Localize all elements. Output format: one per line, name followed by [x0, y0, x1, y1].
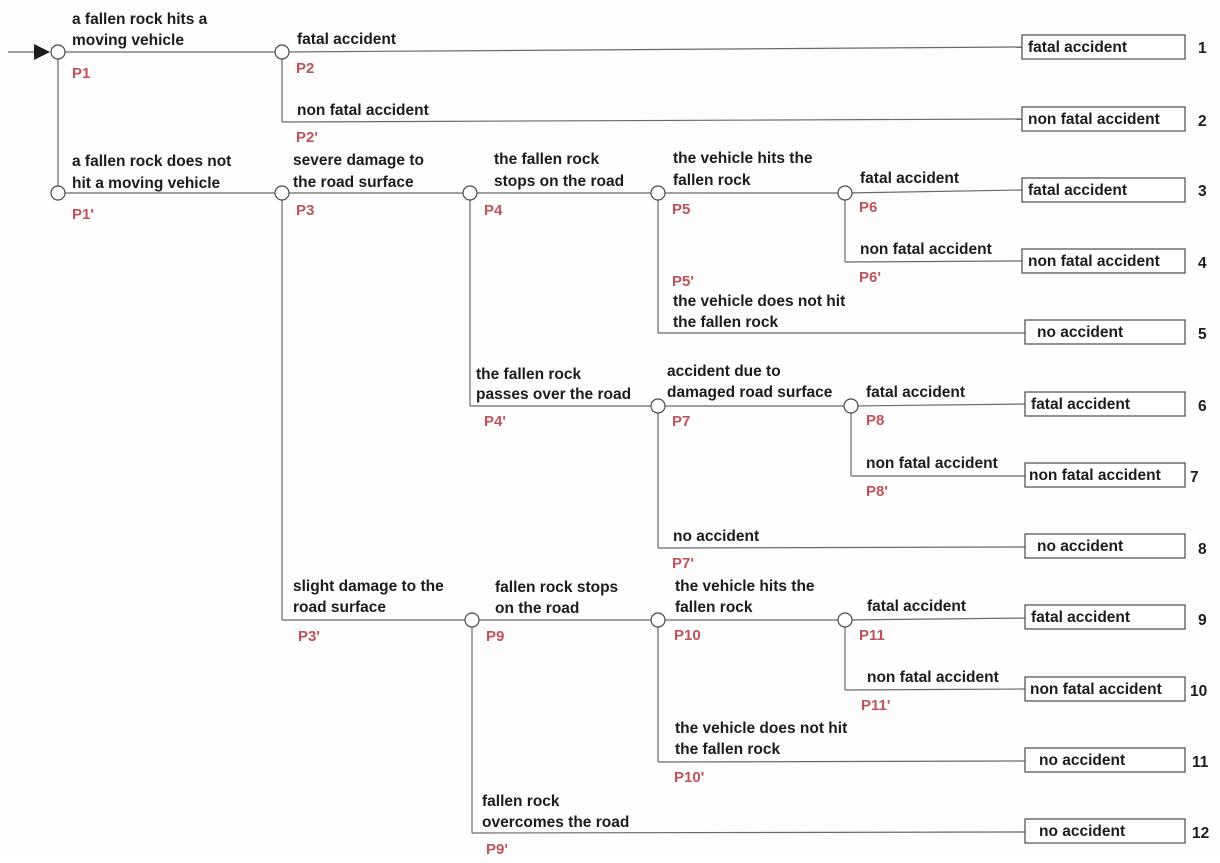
branch-label-p6: fatal accident	[860, 170, 960, 187]
outcome-text: no accident	[1037, 324, 1124, 341]
circle-node-icon	[651, 613, 665, 627]
branch-line	[845, 261, 1022, 262]
outcome-number: 1	[1198, 40, 1207, 57]
outcome-text: non fatal accident	[1030, 681, 1162, 698]
prob-p7: P7	[672, 413, 691, 430]
branch-label-p3-line2: the road surface	[293, 174, 414, 191]
prob-p10p: P10'	[674, 769, 705, 786]
outcome-12	[1025, 819, 1209, 843]
outcome-number: 9	[1198, 612, 1207, 629]
branch-line	[658, 547, 1025, 548]
branch-line	[845, 618, 1025, 620]
branch-line	[851, 404, 1025, 406]
circle-node-icon	[275, 186, 289, 200]
outcome-2	[1022, 107, 1207, 131]
prob-p4p: P4'	[484, 413, 506, 430]
prob-p6: P6	[859, 199, 878, 216]
branch-label-p9p-line1: fallen rock	[482, 793, 560, 810]
prob-p8p: P8'	[866, 483, 888, 500]
outcome-number: 10	[1190, 683, 1208, 700]
branch-label-p3-line1: severe damage to	[293, 152, 424, 169]
prob-p2: P2	[296, 60, 315, 77]
outcome-number: 4	[1198, 255, 1207, 272]
branch-line	[658, 761, 1025, 762]
arrow-right-icon	[8, 44, 50, 60]
prob-p11p: P11'	[861, 697, 891, 714]
outcome-text: no accident	[1039, 823, 1126, 840]
branch-label-p8p: non fatal accident	[866, 455, 998, 472]
branch-line	[472, 832, 1025, 833]
branch-line	[282, 119, 1022, 122]
branch-label-p7p: no accident	[673, 528, 760, 545]
prob-p9p: P9'	[486, 841, 508, 858]
outcome-text: non fatal accident	[1029, 467, 1161, 484]
prob-p4: P4	[484, 202, 503, 219]
branch-label-p4p-line2: passes over the road	[476, 386, 632, 403]
circle-node-icon	[463, 186, 477, 200]
branch-label-p2p: non fatal accident	[297, 102, 429, 119]
circle-node-icon	[844, 399, 858, 413]
prob-p7p: P7'	[672, 555, 694, 572]
outcome-number: 8	[1198, 541, 1207, 558]
prob-p6p: P6'	[859, 269, 881, 286]
prob-p8: P8	[866, 412, 885, 429]
branch-label-p8: fatal accident	[866, 384, 966, 401]
branch-label-p4-line2: stops on the road	[494, 173, 625, 190]
prob-p2p: P2'	[296, 129, 318, 146]
prob-p5p: P5'	[672, 273, 694, 290]
branch-label-p10p-line2: the fallen rock	[675, 741, 781, 758]
circle-node-icon	[275, 45, 289, 59]
branch-label-p5-line1: the vehicle hits the	[673, 150, 813, 167]
branch-label-p3p-line2: road surface	[293, 599, 387, 616]
circle-node-icon	[838, 186, 852, 200]
circle-node-icon	[465, 613, 479, 627]
outcome-11	[1025, 748, 1209, 772]
outcome-8	[1025, 534, 1207, 558]
branch-label-p10-line2: fallen rock	[675, 599, 753, 616]
outcome-10	[1025, 677, 1207, 701]
branch-label-p4p-line1: the fallen rock	[476, 366, 582, 383]
outcome-4	[1022, 249, 1207, 273]
outcome-number: 6	[1198, 398, 1207, 415]
prob-p1: P1	[72, 65, 91, 82]
branch-label-p10-line1: the vehicle hits the	[675, 578, 815, 595]
prob-p1p: P1'	[72, 206, 94, 223]
outcome-text: no accident	[1037, 538, 1124, 555]
circle-node-icon	[51, 186, 65, 200]
outcome-text: non fatal accident	[1028, 253, 1160, 270]
outcome-3	[1022, 178, 1207, 202]
circle-node-icon	[651, 399, 665, 413]
outcome-number: 7	[1190, 469, 1199, 486]
branch-label-p1p-line2: hit a moving vehicle	[72, 175, 221, 192]
branch-labels	[72, 11, 999, 831]
branch-label-p9-line2: on the road	[495, 600, 580, 617]
outcome-number: 11	[1192, 754, 1209, 771]
branch-label-p10p-line1: the vehicle does not hit	[675, 720, 848, 737]
outcome-number: 12	[1192, 825, 1210, 842]
outcome-6	[1025, 392, 1207, 416]
branch-label-p1-line2: moving vehicle	[72, 32, 184, 49]
branch-label-p7-line2: damaged road surface	[667, 384, 833, 401]
outcome-text: non fatal accident	[1028, 111, 1160, 128]
outcome-number: 5	[1198, 326, 1207, 343]
outcome-7	[1025, 463, 1199, 487]
outcome-text: fatal accident	[1031, 609, 1131, 626]
branch-label-p4-line1: the fallen rock	[494, 151, 600, 168]
outcome-text: fatal accident	[1028, 39, 1128, 56]
branch-label-p1-line1: a fallen rock hits a	[72, 11, 208, 28]
branch-label-p2: fatal accident	[297, 31, 397, 48]
prob-p3p: P3'	[298, 628, 320, 645]
outcome-5	[1025, 320, 1207, 344]
outcome-text: no accident	[1039, 752, 1126, 769]
branch-label-p5p-line2: the fallen rock	[673, 314, 779, 331]
outcome-9	[1025, 605, 1207, 629]
outcome-boxes	[1022, 35, 1209, 843]
outcome-number: 3	[1198, 183, 1207, 200]
branch-line	[845, 190, 1022, 193]
outcome-text: fatal accident	[1028, 182, 1128, 199]
branch-label-p9-line1: fallen rock stops	[495, 579, 619, 596]
branch-label-p5p-line1: the vehicle does not hit	[673, 293, 846, 310]
prob-p5: P5	[672, 201, 691, 218]
branch-label-p3p-line1: slight damage to the	[293, 578, 444, 595]
prob-p9: P9	[486, 628, 505, 645]
prob-p10: P10	[674, 627, 701, 644]
branch-label-p1p-line1: a fallen rock does not	[72, 153, 232, 170]
outcome-text: fatal accident	[1031, 396, 1131, 413]
branch-label-p7-line1: accident due to	[667, 363, 781, 380]
branch-label-p9p-line2: overcomes the road	[482, 814, 630, 831]
branch-label-p11: fatal accident	[867, 598, 967, 615]
prob-p3: P3	[296, 202, 315, 219]
branch-label-p5-line2: fallen rock	[673, 172, 751, 189]
circle-node-icon	[838, 613, 852, 627]
branch-label-p11p: non fatal accident	[867, 669, 999, 686]
outcome-1	[1022, 35, 1207, 59]
circle-node-icon	[651, 186, 665, 200]
circle-node-icon	[51, 45, 65, 59]
outcome-number: 2	[1198, 113, 1207, 130]
branch-line	[845, 689, 1025, 690]
branch-label-p6p: non fatal accident	[860, 241, 992, 258]
prob-p11: P11	[859, 627, 885, 644]
